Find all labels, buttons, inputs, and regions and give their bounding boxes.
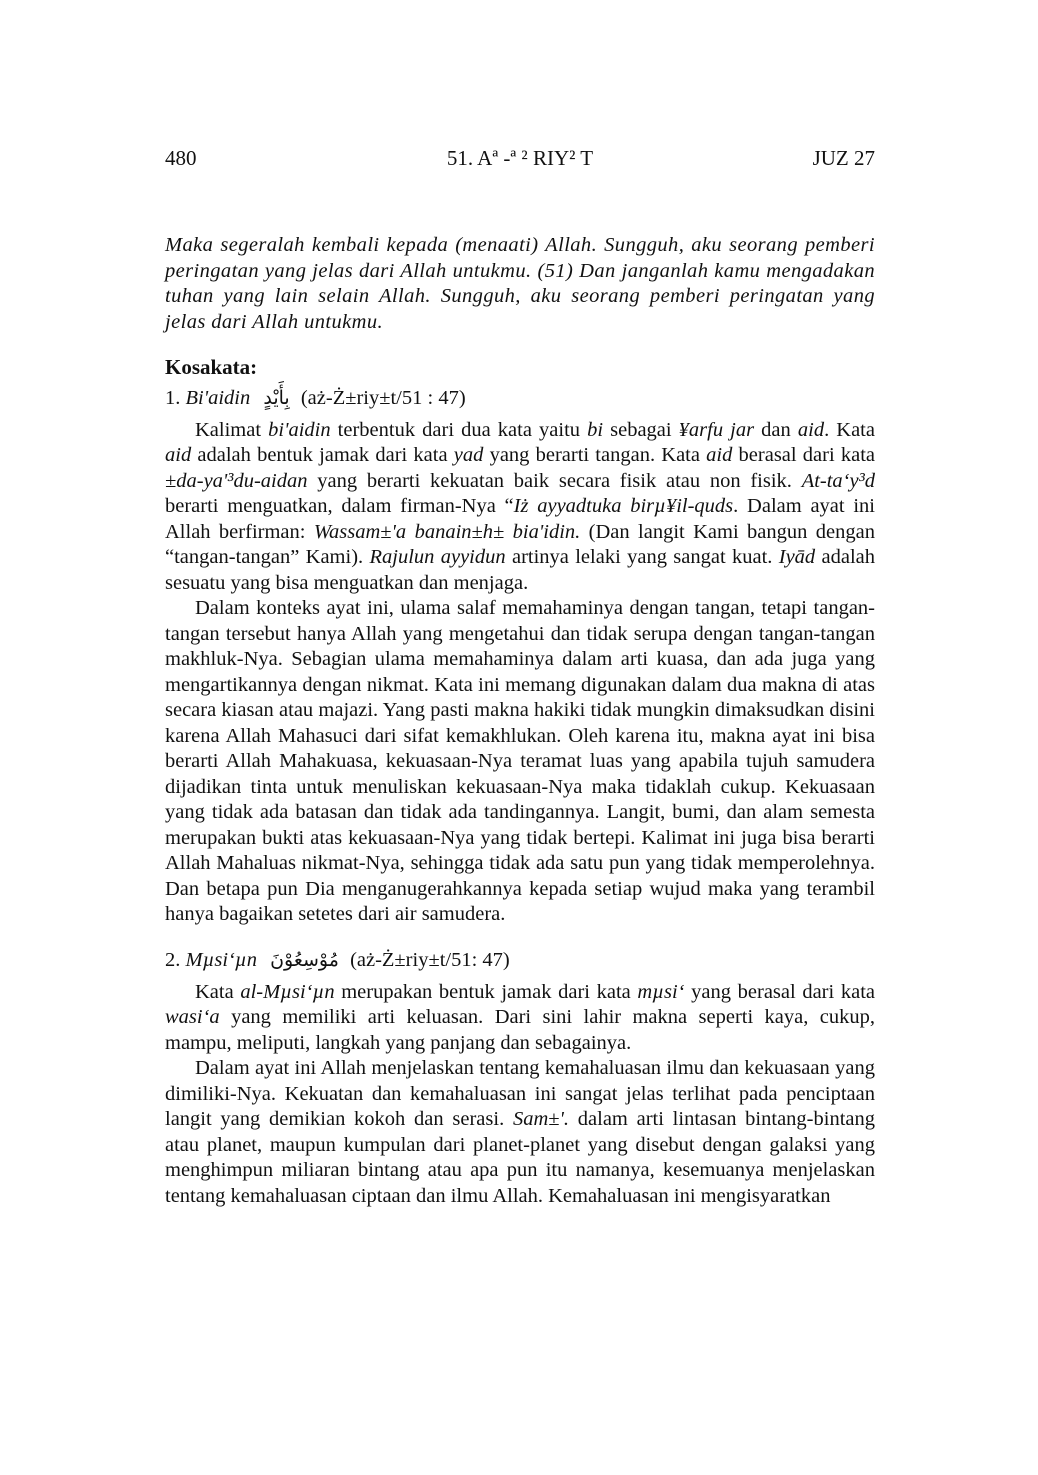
term-reference: (aż-Ż±riy±t/51: 47)	[350, 948, 510, 971]
term-paragraph: Kata al-Mµsi‘µn merupakan bentuk jamak dari kata mµsi‘ yang berasal dari kata wasi‘a yang memiliki arti keluasan. Dari sini lahir makna seperti kaya, cukup, mampu, meliputi, langkah yang panjang dan sebagainya.	[165, 980, 875, 1054]
term-reference: (aż-Ż±riy±t/51 : 47)	[300, 386, 466, 409]
term-arabic: مُوْسِعُوْنَ	[270, 948, 339, 971]
term-heading	[165, 384, 875, 412]
term-number: 1.	[165, 386, 181, 409]
page-body	[165, 233, 875, 1209]
verse-translation: Maka segeralah kembali kepada (menaati) Allah. Sungguh, aku seorang pemberi peringatan yang jelas dari Allah untukmu. (51) Dan janganlah kamu mengadakan tuhan yang lain selain Allah. Sungguh, aku seorang pemberi peringatan yang jelas dari Allah untukmu.	[165, 234, 875, 333]
chapter-title: 51. Aª -ª ² RIY² T	[446, 146, 594, 170]
section-title: Kosakata:	[165, 355, 258, 379]
page-number: 480	[165, 146, 197, 170]
term-paragraph: Kalimat bi'aidin terbentuk dari dua kata yaitu bi sebagai ¥arfu jar dan aid. Kata aid adalah bentuk jamak dari kata yad yang berarti tangan. Kata aid berasal dari kata ±da-ya'³du-aidan yang berarti kekuatan baik secara fisik atau non fisik. At-ta‘y³d berarti menguatkan, dalam firman-Nya “Iż ayyadtuka birµ¥il-quds. Dalam ayat ini Allah berfirman: Wassam±'a banain±h± bia'idin. (Dan langit Kami bangun dengan “tangan-tangan” Kami). Rajulun ayyidun artinya lelaki yang sangat kuat. Iyād adalah sesuatu yang bisa menguatkan dan menjaga.	[165, 418, 876, 594]
page-header	[165, 146, 875, 172]
term-paragraph: Dalam konteks ayat ini, ulama salaf memahaminya dengan tangan, tetapi tangan-tangan tersebut hanya Allah yang mengetahui dan tidak serupa dengan tangan-tangan makhluk-Nya. Sebagian ulama memahaminya dalam arti kuasa, dan ada juga yang mengartikannya dengan nikmat. Kata ini memang digunakan dalam dua makna di atas secara kiasan atau majazi. Yang pasti makna hakiki tidak mungkin dimaksudkan disini karena Allah Mahasuci dari sifat kemakhlukan. Oleh karena itu, makna ayat ini bisa berarti Allah Mahakuasa, kekuasaan-Nya teramat luas yang apabila tujuh samudera dijadikan tinta untuk menuliskan kekuasaan-Nya maka tidaklah cukup. Kekuasaan yang tidak ada batasan dan tidak ada tandingannya. Langit, bumi, dan alam semesta merupakan bukti atas kekuasaan-Nya yang tidak bertepi. Kalimat ini juga bisa berarti Allah Mahaluas nikmat-Nya, sehingga tidak ada satu pun yang tidak memperolehnya. Dan betapa pun Dia menganugerahkannya kepada setiap wujud maka yang terambil hanya bagaikan setetes dari air samudera.	[165, 597, 875, 925]
term-number: 2.	[165, 948, 181, 971]
juz-label: JUZ 27	[812, 146, 875, 170]
term-latin: Bi'aidin	[185, 386, 251, 409]
term-paragraph: Dalam ayat ini Allah menjelaskan tentang kemahaluasan ilmu dan kekuasaan yang dimiliki-Nya. Kekuatan dan kemahaluasan ini sangat jelas terlihat pada penciptaan langit yang demikian kokoh dan serasi. Sam±'. dalam arti lintasan bintang-bintang atau planet, maupun kumpulan dari planet-planet yang disebut dengan galaksi yang menghimpun miliaran bintang atau apa pun itu namanya, kesemuanya menjelaskan tentang kemahaluasan ciptaan dan ilmu Allah. Kemahaluasan ini mengisyaratkan	[165, 1057, 875, 1207]
term-arabic: بِأَيْدٍ	[263, 386, 290, 409]
term-latin: Mµsi‘µn	[185, 948, 257, 971]
term-heading	[165, 946, 875, 974]
